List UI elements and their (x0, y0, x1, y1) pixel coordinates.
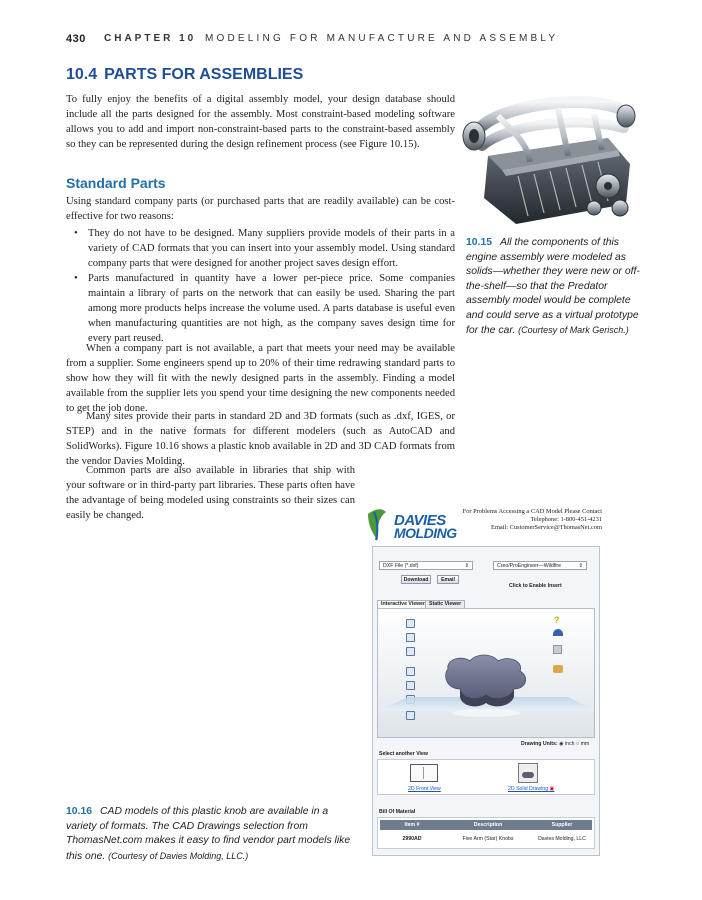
solid-drawing-thumbnail[interactable] (518, 763, 538, 783)
figure-1015-credit: (Courtesy of Mark Gerisch.) (518, 325, 629, 335)
front-view-link[interactable]: 2D Front View (408, 786, 441, 792)
contact-block (454, 508, 602, 532)
chapter-title: MODELING FOR MANUFACTURE AND ASSEMBLY (205, 33, 559, 44)
select-view-label: Select another View (379, 751, 428, 757)
bom-header-cell: Item # (404, 822, 420, 828)
figure-1016-number: 10.16 (66, 806, 93, 817)
email-button[interactable]: Email (437, 575, 459, 584)
logo-text-davies: DAVIES (394, 512, 446, 529)
drawing-units-label: Drawing Units: (521, 741, 558, 747)
figure-1016-credit: (Courtesy of Davies Molding, LLC.) (108, 850, 249, 861)
bullet-item: • Parts manufactured in quantity have a lower per-piece price. Some companies maintain a library of parts on the network that can easily be used. Sharing the part among more products helps increase the volume used. A parts database is useful even when manufacturing quantities are not high, as the company saves design time for every part reused. (74, 273, 455, 344)
table-row (380, 834, 592, 844)
download-button[interactable]: Download (401, 575, 431, 584)
bom-header-row (380, 820, 592, 830)
contact-email[interactable]: Email: CustomerService@ThomasNet.com (491, 524, 602, 531)
front-view-thumbnail[interactable] (410, 764, 438, 782)
bom-title: Bill Of Material (379, 809, 416, 815)
standard-parts-intro: Using standard company parts (or purchased parts that are readily available) can be cost-effective for two reasons: (66, 196, 455, 222)
enable-insert-label[interactable]: Click to Enable Insert (509, 583, 562, 589)
knob-model-render (378, 609, 595, 738)
pdf-icon[interactable]: ▣ (549, 786, 555, 792)
unit-mm-radio[interactable]: ○ mm (576, 741, 590, 747)
help-icon[interactable]: ? (554, 615, 560, 625)
cad-system-select[interactable]: Creo/ProEngineer—Wildfire ⇕ (493, 561, 587, 570)
figure-1016-text: CAD models of this plastic knob are available in a variety of formats. The CAD Drawings selection from ThomasNet.com makes it easy to find vendor part models like this one. (66, 806, 351, 862)
bom-table (377, 817, 595, 849)
bullet-text: They do not have to be designed. Many suppliers provide models of their parts in a variety of CAD formats that you can insert into your assembly model. Using standard company parts that were designed for another project saves design effort. (88, 228, 455, 269)
tab-static-viewer[interactable]: Static Viewer (425, 600, 465, 608)
chapter-label: CHAPTER 10 (104, 33, 197, 44)
3d-viewer-canvas[interactable] (377, 608, 595, 738)
engine-assembly-image (458, 86, 640, 232)
intro-paragraph: To fully enjoy the benefits of a digital assembly model, your design database should include all the parts designed for the assembly. Most constraint-based modeling software allows you to add and import non-constraint-based parts to the constraint-based assembly so they can be represented during the design refinement process (see Figure 10.15). (66, 94, 455, 150)
figure-1015-caption (466, 236, 646, 339)
bullet-item: • They do not have to be designed. Many suppliers provide models of their parts in a variety of CAD formats that you can insert into your assembly model. Using standard company parts that were designed for another project saves design effort. (74, 228, 455, 269)
page-number: 430 (66, 33, 86, 45)
section-title: PARTS FOR ASSEMBLIES (104, 66, 304, 83)
bom-header-cell: Description (473, 822, 503, 828)
drawing-units (521, 741, 589, 747)
view-thumbnails (377, 759, 595, 795)
figure-1016-caption (66, 805, 356, 864)
cad-viewer-panel (372, 546, 600, 856)
logo-text-molding: MOLDING (394, 525, 457, 541)
contact-phone: Telephone: 1-800-451-4231 (530, 516, 602, 523)
body-paragraph: When a company part is not available, a part that meets your need may be available from a supplier. Some engineers spend up to 20% of their time redrawing standard parts to show how they will fit with the newly designed parts in the assembly. Finding a model available from the supplier lets you spend your time designing the new components needed to get the job done. (66, 343, 455, 414)
figure-1015-text: All the components of this engine assembly were modeled as solids—whether they were new or off-the-shelf—so that the Predator assembly model would be complete and could serve as a virtual prototype for the car. (466, 237, 640, 336)
contact-heading: For Problems Accessing a CAD Model Please Contact (462, 508, 602, 515)
body-paragraph: Many sites provide their parts in standard 2D and 3D formats (such as .dxf, IGES, or STEP) and in the native formats for different modelers (such as AutoCAD and SolidWorks). Figure 10.16 shows a plastic knob available in 2D and 3D CAD formats from the vendor Davies Molding. (66, 411, 455, 467)
unit-inch-radio[interactable]: ◉ inch (559, 741, 575, 747)
bom-cell: Davies Molding, LLC (538, 836, 586, 842)
section-heading (66, 66, 303, 84)
bullet-list (66, 226, 455, 346)
body-paragraph: Common parts are also available in libraries that ship with your software or in third-party part libraries. These parts often have the advantage of being modeled using constraints so their sizes can easily be changed. (66, 465, 355, 521)
figure-1015-number: 10.15 (466, 237, 493, 248)
tab-interactive-viewer[interactable]: Interactive Viewer (377, 600, 429, 608)
bullet-text: Parts manufactured in quantity have a lower per-piece price. Some companies maintain a library of parts on the network that can easily be used. Sharing the part among more products helps increase the volume used. A parts database is useful even when manufacturing quantities are not high, as the company saves design time for every part reused. (88, 273, 455, 344)
bom-header-cell: Supplier (551, 822, 573, 828)
format-select[interactable]: DXF File (*.dxf) ⇕ (379, 561, 473, 570)
subsection-title: Standard Parts (66, 175, 166, 191)
solid-drawing-link[interactable]: 2D Solid Drawing ▣ (508, 786, 555, 792)
bom-cell: 2990AD (402, 836, 422, 842)
bom-cell: Five Arm (Star) Knobs (462, 836, 514, 842)
section-number: 10.4 (66, 66, 98, 83)
